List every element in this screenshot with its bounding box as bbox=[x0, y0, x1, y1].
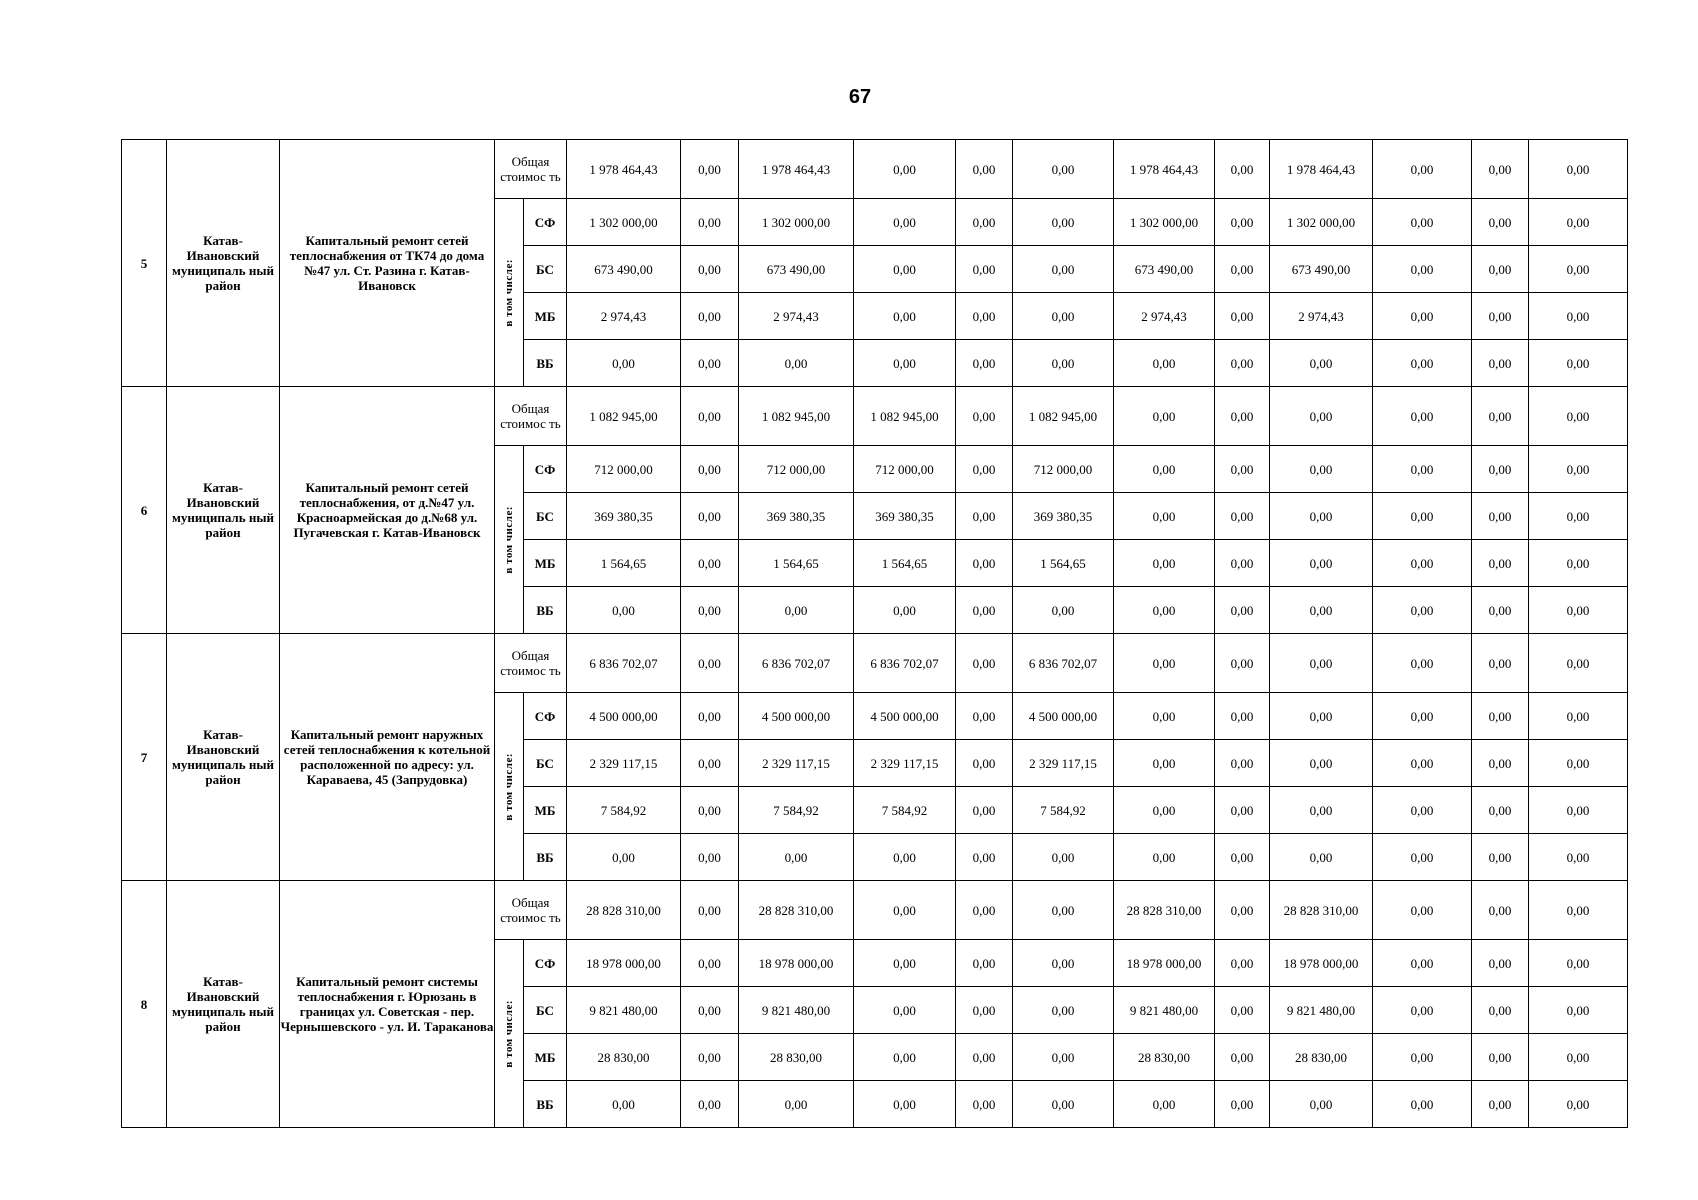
value-cell: 28 828 310,00 bbox=[1114, 881, 1215, 940]
value-cell: 0,00 bbox=[681, 540, 739, 587]
value-cell: 0,00 bbox=[1215, 587, 1270, 634]
value-cell: 0,00 bbox=[1373, 587, 1472, 634]
value-cell: 0,00 bbox=[739, 587, 854, 634]
value-cell: 0,00 bbox=[956, 987, 1013, 1034]
value-cell: 0,00 bbox=[1373, 493, 1472, 540]
value-cell: 0,00 bbox=[1373, 246, 1472, 293]
value-cell: 0,00 bbox=[1270, 634, 1373, 693]
value-cell: 0,00 bbox=[1013, 940, 1114, 987]
value-cell: 0,00 bbox=[956, 693, 1013, 740]
value-cell: 0,00 bbox=[956, 787, 1013, 834]
value-cell: 0,00 bbox=[567, 834, 681, 881]
value-cell: 369 380,35 bbox=[854, 493, 956, 540]
value-cell: 0,00 bbox=[681, 293, 739, 340]
value-cell: 0,00 bbox=[1215, 693, 1270, 740]
value-cell: 1 564,65 bbox=[567, 540, 681, 587]
value-cell: 712 000,00 bbox=[567, 446, 681, 493]
project-district: Катав-Ивановский муниципаль ный район bbox=[167, 881, 280, 1128]
value-cell: 0,00 bbox=[1114, 787, 1215, 834]
value-cell: 0,00 bbox=[1529, 446, 1628, 493]
value-cell: 0,00 bbox=[1529, 693, 1628, 740]
value-cell: 0,00 bbox=[1472, 446, 1529, 493]
value-cell: 0,00 bbox=[1215, 446, 1270, 493]
value-cell: 0,00 bbox=[1114, 540, 1215, 587]
value-cell: 0,00 bbox=[739, 1081, 854, 1128]
value-cell: 0,00 bbox=[1472, 540, 1529, 587]
value-cell: 369 380,35 bbox=[1013, 493, 1114, 540]
value-cell: 28 828 310,00 bbox=[567, 881, 681, 940]
total-cost-label: Общая стоимос ть bbox=[495, 634, 567, 693]
value-cell: 0,00 bbox=[854, 587, 956, 634]
including-label-text: в том числе: bbox=[502, 752, 515, 821]
value-cell: 0,00 bbox=[956, 199, 1013, 246]
including-label-text: в том числе: bbox=[502, 258, 515, 327]
value-cell: 1 564,65 bbox=[1013, 540, 1114, 587]
value-cell: 4 500 000,00 bbox=[1013, 693, 1114, 740]
project-district: Катав-Ивановский муниципаль ный район bbox=[167, 387, 280, 634]
value-cell: 18 978 000,00 bbox=[739, 940, 854, 987]
value-cell: 0,00 bbox=[681, 1034, 739, 1081]
value-cell: 0,00 bbox=[1529, 587, 1628, 634]
value-cell: 0,00 bbox=[956, 140, 1013, 199]
value-cell: 0,00 bbox=[854, 140, 956, 199]
value-cell: 0,00 bbox=[956, 540, 1013, 587]
total-cost-label: Общая стоимос ть bbox=[495, 881, 567, 940]
value-cell: 18 978 000,00 bbox=[1114, 940, 1215, 987]
value-cell: 0,00 bbox=[1114, 446, 1215, 493]
value-cell: 0,00 bbox=[1013, 140, 1114, 199]
value-cell: 369 380,35 bbox=[739, 493, 854, 540]
value-cell: 0,00 bbox=[1373, 940, 1472, 987]
value-cell: 0,00 bbox=[1270, 740, 1373, 787]
value-cell: 0,00 bbox=[1114, 834, 1215, 881]
project-number: 6 bbox=[122, 387, 167, 634]
value-cell: 0,00 bbox=[681, 199, 739, 246]
value-cell: 18 978 000,00 bbox=[567, 940, 681, 987]
value-cell: 0,00 bbox=[854, 987, 956, 1034]
value-cell: 0,00 bbox=[681, 987, 739, 1034]
value-cell: 0,00 bbox=[1013, 587, 1114, 634]
value-cell: 0,00 bbox=[1472, 693, 1529, 740]
value-cell: 0,00 bbox=[1215, 246, 1270, 293]
value-cell: 0,00 bbox=[1472, 140, 1529, 199]
value-cell: 0,00 bbox=[1215, 940, 1270, 987]
value-cell: 0,00 bbox=[1529, 540, 1628, 587]
value-cell: 0,00 bbox=[681, 740, 739, 787]
value-cell: 0,00 bbox=[1529, 634, 1628, 693]
value-cell: 0,00 bbox=[1270, 387, 1373, 446]
project-description: Капитальный ремонт сетей теплоснабжения от ТК74 до дома №47 ул. Ст. Разина г. Катав-Ивановск bbox=[280, 140, 495, 387]
value-cell: 0,00 bbox=[1472, 940, 1529, 987]
value-cell: 0,00 bbox=[681, 140, 739, 199]
value-cell: 2 329 117,15 bbox=[739, 740, 854, 787]
value-cell: 0,00 bbox=[1270, 834, 1373, 881]
value-cell: 0,00 bbox=[1114, 693, 1215, 740]
value-cell: 2 329 117,15 bbox=[567, 740, 681, 787]
value-cell: 0,00 bbox=[1472, 1034, 1529, 1081]
value-cell: 6 836 702,07 bbox=[854, 634, 956, 693]
value-cell: 1 082 945,00 bbox=[854, 387, 956, 446]
value-cell: 0,00 bbox=[1114, 340, 1215, 387]
value-cell: 0,00 bbox=[1373, 293, 1472, 340]
value-cell: 0,00 bbox=[1270, 1081, 1373, 1128]
value-cell: 0,00 bbox=[854, 940, 956, 987]
value-cell: 0,00 bbox=[1215, 740, 1270, 787]
value-cell: 0,00 bbox=[1270, 446, 1373, 493]
funding-source-label: ВБ bbox=[524, 1081, 567, 1128]
value-cell: 0,00 bbox=[1472, 987, 1529, 1034]
table-body bbox=[122, 140, 1628, 1128]
value-cell: 7 584,92 bbox=[739, 787, 854, 834]
value-cell: 0,00 bbox=[1215, 340, 1270, 387]
project-total-row bbox=[122, 387, 1628, 446]
value-cell: 0,00 bbox=[854, 340, 956, 387]
funding-source-label: МБ bbox=[524, 293, 567, 340]
value-cell: 0,00 bbox=[1114, 493, 1215, 540]
value-cell: 9 821 480,00 bbox=[1270, 987, 1373, 1034]
value-cell: 0,00 bbox=[1215, 987, 1270, 1034]
value-cell: 0,00 bbox=[956, 740, 1013, 787]
including-label-text: в том числе: bbox=[502, 505, 515, 574]
value-cell: 9 821 480,00 bbox=[567, 987, 681, 1034]
value-cell: 0,00 bbox=[1373, 1034, 1472, 1081]
value-cell: 0,00 bbox=[1373, 387, 1472, 446]
value-cell: 0,00 bbox=[681, 493, 739, 540]
value-cell: 0,00 bbox=[854, 834, 956, 881]
value-cell: 369 380,35 bbox=[567, 493, 681, 540]
value-cell: 7 584,92 bbox=[567, 787, 681, 834]
value-cell: 0,00 bbox=[1215, 881, 1270, 940]
value-cell: 0,00 bbox=[1529, 387, 1628, 446]
value-cell: 0,00 bbox=[956, 387, 1013, 446]
value-cell: 0,00 bbox=[1013, 246, 1114, 293]
value-cell: 0,00 bbox=[1472, 740, 1529, 787]
value-cell: 0,00 bbox=[1013, 1081, 1114, 1128]
project-description: Капитальный ремонт сетей теплоснабжения, от д.№47 ул. Красноармейская до д.№68 ул. Пугачевская г. Катав-Ивановск bbox=[280, 387, 495, 634]
value-cell: 712 000,00 bbox=[739, 446, 854, 493]
value-cell: 1 302 000,00 bbox=[739, 199, 854, 246]
value-cell: 0,00 bbox=[956, 340, 1013, 387]
value-cell: 0,00 bbox=[956, 940, 1013, 987]
funding-source-label: ВБ bbox=[524, 340, 567, 387]
value-cell: 0,00 bbox=[1472, 834, 1529, 881]
value-cell: 0,00 bbox=[1373, 1081, 1472, 1128]
value-cell: 673 490,00 bbox=[1270, 246, 1373, 293]
value-cell: 0,00 bbox=[1373, 340, 1472, 387]
funding-source-label: СФ bbox=[524, 199, 567, 246]
value-cell: 0,00 bbox=[1529, 293, 1628, 340]
value-cell: 712 000,00 bbox=[1013, 446, 1114, 493]
value-cell: 0,00 bbox=[1373, 987, 1472, 1034]
value-cell: 0,00 bbox=[1529, 881, 1628, 940]
value-cell: 0,00 bbox=[681, 446, 739, 493]
value-cell: 0,00 bbox=[1472, 1081, 1529, 1128]
value-cell: 0,00 bbox=[956, 246, 1013, 293]
value-cell: 1 978 464,43 bbox=[567, 140, 681, 199]
value-cell: 0,00 bbox=[681, 587, 739, 634]
project-district: Катав-Ивановский муниципаль ный район bbox=[167, 634, 280, 881]
value-cell: 0,00 bbox=[854, 881, 956, 940]
funding-source-label: ВБ bbox=[524, 587, 567, 634]
project-description: Капитальный ремонт наружных сетей теплоснабжения к котельной расположенной по адресу: ул. Караваева, 45 (Запрудовка) bbox=[280, 634, 495, 881]
value-cell: 0,00 bbox=[1373, 634, 1472, 693]
value-cell: 0,00 bbox=[1013, 340, 1114, 387]
value-cell: 0,00 bbox=[1373, 881, 1472, 940]
value-cell: 28 830,00 bbox=[739, 1034, 854, 1081]
funding-source-label: МБ bbox=[524, 787, 567, 834]
value-cell: 6 836 702,07 bbox=[739, 634, 854, 693]
value-cell: 7 584,92 bbox=[854, 787, 956, 834]
value-cell: 0,00 bbox=[1215, 140, 1270, 199]
value-cell: 0,00 bbox=[1114, 1081, 1215, 1128]
value-cell: 0,00 bbox=[1529, 740, 1628, 787]
value-cell: 0,00 bbox=[739, 834, 854, 881]
value-cell: 0,00 bbox=[1270, 340, 1373, 387]
value-cell: 1 564,65 bbox=[739, 540, 854, 587]
value-cell: 0,00 bbox=[739, 340, 854, 387]
project-district: Катав-Ивановский муниципаль ный район bbox=[167, 140, 280, 387]
value-cell: 0,00 bbox=[1472, 493, 1529, 540]
value-cell: 0,00 bbox=[1529, 140, 1628, 199]
value-cell: 0,00 bbox=[956, 293, 1013, 340]
value-cell: 0,00 bbox=[956, 834, 1013, 881]
value-cell: 9 821 480,00 bbox=[739, 987, 854, 1034]
funding-source-label: МБ bbox=[524, 540, 567, 587]
value-cell: 0,00 bbox=[1215, 834, 1270, 881]
value-cell: 0,00 bbox=[681, 881, 739, 940]
value-cell: 0,00 bbox=[681, 1081, 739, 1128]
value-cell: 0,00 bbox=[1472, 634, 1529, 693]
funding-source-label: БС bbox=[524, 740, 567, 787]
value-cell: 0,00 bbox=[1114, 634, 1215, 693]
value-cell: 0,00 bbox=[1472, 199, 1529, 246]
value-cell: 0,00 bbox=[1472, 387, 1529, 446]
value-cell: 0,00 bbox=[681, 634, 739, 693]
value-cell: 0,00 bbox=[854, 246, 956, 293]
total-cost-label: Общая стоимос ть bbox=[495, 387, 567, 446]
value-cell: 0,00 bbox=[1373, 834, 1472, 881]
value-cell: 0,00 bbox=[1215, 199, 1270, 246]
value-cell: 0,00 bbox=[854, 199, 956, 246]
value-cell: 1 302 000,00 bbox=[567, 199, 681, 246]
value-cell: 0,00 bbox=[1270, 787, 1373, 834]
value-cell: 0,00 bbox=[1270, 587, 1373, 634]
value-cell: 2 974,43 bbox=[739, 293, 854, 340]
value-cell: 0,00 bbox=[567, 340, 681, 387]
value-cell: 0,00 bbox=[1373, 199, 1472, 246]
value-cell: 7 584,92 bbox=[1013, 787, 1114, 834]
funding-source-label: СФ bbox=[524, 446, 567, 493]
value-cell: 0,00 bbox=[854, 1081, 956, 1128]
value-cell: 0,00 bbox=[1114, 387, 1215, 446]
value-cell: 0,00 bbox=[681, 834, 739, 881]
value-cell: 712 000,00 bbox=[854, 446, 956, 493]
value-cell: 0,00 bbox=[567, 1081, 681, 1128]
project-number: 8 bbox=[122, 881, 167, 1128]
value-cell: 0,00 bbox=[1215, 293, 1270, 340]
value-cell: 0,00 bbox=[1529, 340, 1628, 387]
project-total-row bbox=[122, 634, 1628, 693]
value-cell: 0,00 bbox=[1529, 787, 1628, 834]
value-cell: 0,00 bbox=[1529, 199, 1628, 246]
value-cell: 0,00 bbox=[681, 693, 739, 740]
value-cell: 0,00 bbox=[1472, 787, 1529, 834]
value-cell: 28 830,00 bbox=[567, 1034, 681, 1081]
value-cell: 0,00 bbox=[681, 246, 739, 293]
value-cell: 0,00 bbox=[1529, 246, 1628, 293]
value-cell: 0,00 bbox=[1215, 1034, 1270, 1081]
value-cell: 6 836 702,07 bbox=[567, 634, 681, 693]
value-cell: 0,00 bbox=[1114, 740, 1215, 787]
value-cell: 673 490,00 bbox=[739, 246, 854, 293]
project-number: 5 bbox=[122, 140, 167, 387]
value-cell: 0,00 bbox=[956, 1034, 1013, 1081]
value-cell: 0,00 bbox=[956, 493, 1013, 540]
value-cell: 4 500 000,00 bbox=[567, 693, 681, 740]
including-label-text: в том числе: bbox=[502, 999, 515, 1068]
value-cell: 0,00 bbox=[1373, 693, 1472, 740]
value-cell: 0,00 bbox=[1215, 787, 1270, 834]
page-number: 67 bbox=[848, 86, 872, 108]
value-cell: 1 082 945,00 bbox=[1013, 387, 1114, 446]
value-cell: 1 978 464,43 bbox=[1270, 140, 1373, 199]
funding-source-label: БС bbox=[524, 493, 567, 540]
value-cell: 0,00 bbox=[1472, 246, 1529, 293]
value-cell: 0,00 bbox=[1472, 587, 1529, 634]
value-cell: 0,00 bbox=[681, 787, 739, 834]
value-cell: 0,00 bbox=[1013, 293, 1114, 340]
value-cell: 1 082 945,00 bbox=[567, 387, 681, 446]
value-cell: 0,00 bbox=[854, 293, 956, 340]
value-cell: 673 490,00 bbox=[567, 246, 681, 293]
value-cell: 0,00 bbox=[1472, 881, 1529, 940]
including-label bbox=[495, 693, 524, 881]
value-cell: 0,00 bbox=[1013, 1034, 1114, 1081]
value-cell: 0,00 bbox=[1529, 987, 1628, 1034]
value-cell: 0,00 bbox=[1373, 787, 1472, 834]
value-cell: 673 490,00 bbox=[1114, 246, 1215, 293]
value-cell: 0,00 bbox=[1215, 387, 1270, 446]
value-cell: 0,00 bbox=[1529, 834, 1628, 881]
value-cell: 0,00 bbox=[1373, 446, 1472, 493]
value-cell: 28 830,00 bbox=[1114, 1034, 1215, 1081]
value-cell: 0,00 bbox=[956, 634, 1013, 693]
total-cost-label: Общая стоимос ть bbox=[495, 140, 567, 199]
value-cell: 6 836 702,07 bbox=[1013, 634, 1114, 693]
value-cell: 0,00 bbox=[1215, 634, 1270, 693]
value-cell: 1 302 000,00 bbox=[1114, 199, 1215, 246]
value-cell: 0,00 bbox=[1529, 940, 1628, 987]
value-cell: 28 830,00 bbox=[1270, 1034, 1373, 1081]
value-cell: 0,00 bbox=[956, 446, 1013, 493]
value-cell: 0,00 bbox=[1270, 540, 1373, 587]
funding-source-label: БС bbox=[524, 987, 567, 1034]
value-cell: 28 828 310,00 bbox=[1270, 881, 1373, 940]
value-cell: 0,00 bbox=[854, 1034, 956, 1081]
value-cell: 0,00 bbox=[1529, 1081, 1628, 1128]
value-cell: 0,00 bbox=[1373, 540, 1472, 587]
value-cell: 4 500 000,00 bbox=[854, 693, 956, 740]
value-cell: 0,00 bbox=[1472, 293, 1529, 340]
value-cell: 0,00 bbox=[681, 340, 739, 387]
value-cell: 0,00 bbox=[1373, 140, 1472, 199]
value-cell: 0,00 bbox=[1013, 987, 1114, 1034]
including-label bbox=[495, 199, 524, 387]
value-cell: 0,00 bbox=[1529, 493, 1628, 540]
funding-source-label: БС bbox=[524, 246, 567, 293]
value-cell: 1 082 945,00 bbox=[739, 387, 854, 446]
value-cell: 0,00 bbox=[956, 881, 1013, 940]
value-cell: 2 329 117,15 bbox=[854, 740, 956, 787]
project-total-row bbox=[122, 881, 1628, 940]
value-cell: 1 978 464,43 bbox=[1114, 140, 1215, 199]
value-cell: 0,00 bbox=[681, 387, 739, 446]
value-cell: 0,00 bbox=[681, 940, 739, 987]
value-cell: 0,00 bbox=[956, 587, 1013, 634]
value-cell: 2 974,43 bbox=[567, 293, 681, 340]
value-cell: 2 974,43 bbox=[1270, 293, 1373, 340]
value-cell: 0,00 bbox=[1373, 740, 1472, 787]
value-cell: 2 329 117,15 bbox=[1013, 740, 1114, 787]
value-cell: 0,00 bbox=[567, 587, 681, 634]
funding-source-label: МБ bbox=[524, 1034, 567, 1081]
value-cell: 0,00 bbox=[1013, 834, 1114, 881]
value-cell: 0,00 bbox=[1215, 540, 1270, 587]
value-cell: 0,00 bbox=[1270, 493, 1373, 540]
value-cell: 28 828 310,00 bbox=[739, 881, 854, 940]
value-cell: 1 978 464,43 bbox=[739, 140, 854, 199]
project-number: 7 bbox=[122, 634, 167, 881]
funding-table bbox=[121, 139, 1628, 1128]
value-cell: 0,00 bbox=[1215, 1081, 1270, 1128]
value-cell: 9 821 480,00 bbox=[1114, 987, 1215, 1034]
value-cell: 0,00 bbox=[1472, 340, 1529, 387]
value-cell: 4 500 000,00 bbox=[739, 693, 854, 740]
value-cell: 0,00 bbox=[1215, 493, 1270, 540]
value-cell: 0,00 bbox=[956, 1081, 1013, 1128]
value-cell: 0,00 bbox=[1114, 587, 1215, 634]
value-cell: 0,00 bbox=[1013, 881, 1114, 940]
value-cell: 18 978 000,00 bbox=[1270, 940, 1373, 987]
value-cell: 2 974,43 bbox=[1114, 293, 1215, 340]
including-label bbox=[495, 940, 524, 1128]
funding-source-label: СФ bbox=[524, 693, 567, 740]
value-cell: 0,00 bbox=[1529, 1034, 1628, 1081]
project-total-row bbox=[122, 140, 1628, 199]
funding-source-label: СФ bbox=[524, 940, 567, 987]
value-cell: 1 302 000,00 bbox=[1270, 199, 1373, 246]
value-cell: 1 564,65 bbox=[854, 540, 956, 587]
value-cell: 0,00 bbox=[1270, 693, 1373, 740]
value-cell: 0,00 bbox=[1013, 199, 1114, 246]
funding-source-label: ВБ bbox=[524, 834, 567, 881]
including-label bbox=[495, 446, 524, 634]
project-description: Капитальный ремонт системы теплоснабжения г. Юрюзань в границах ул. Советская - пер. Чернышевского - ул. И. Тараканова bbox=[280, 881, 495, 1128]
